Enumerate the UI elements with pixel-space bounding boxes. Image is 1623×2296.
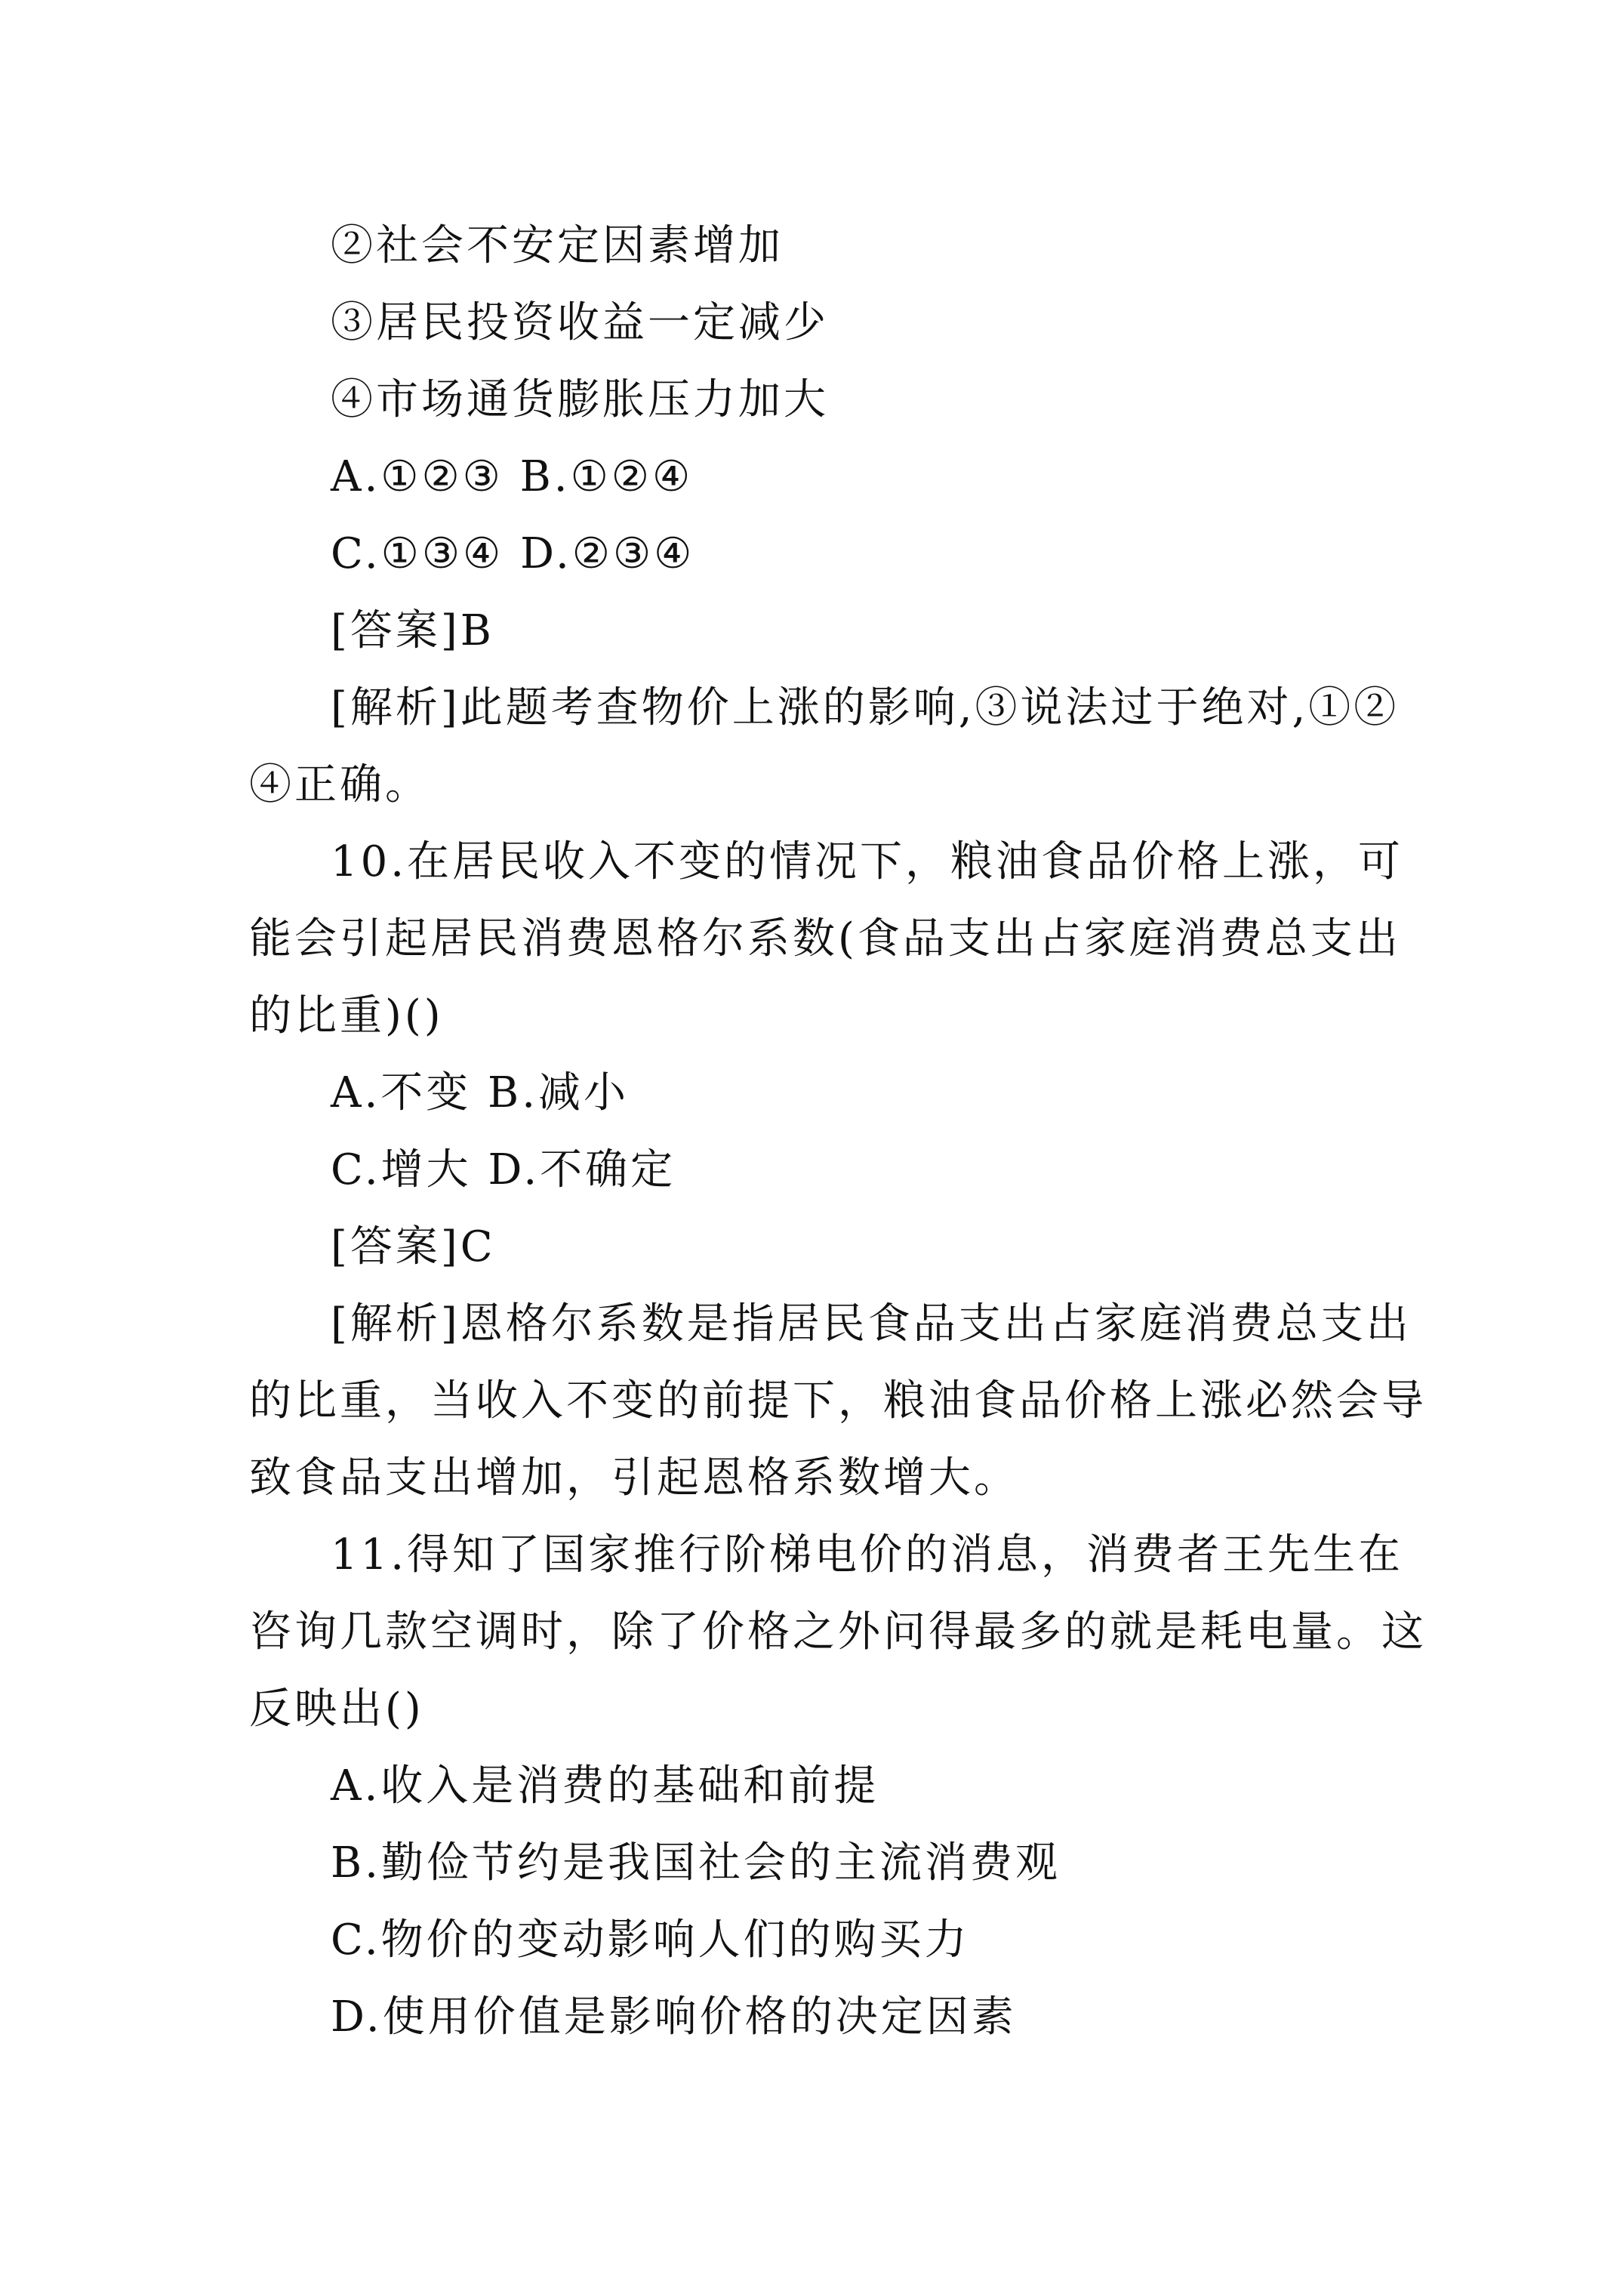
q11-text-line-3: 反映出() <box>249 1684 424 1734</box>
q9-answer: [答案]B <box>331 606 494 655</box>
q10-choices-ab: A.不变 B.减小 <box>331 1068 629 1117</box>
q10-choices-cd: C.增大 D.不确定 <box>331 1145 676 1194</box>
q10-answer: [答案]C <box>331 1222 496 1271</box>
q11-text-line-1: 11.得知了国家推行阶梯电价的消息，消费者王先生在 <box>331 1530 1404 1579</box>
q9-choices-ab: A.①②③ B.①②④ <box>331 452 694 501</box>
option-4-line: ④市场通货膨胀压力加大 <box>331 375 829 424</box>
q9-choices-cd: C.①③④ D.②③④ <box>331 529 695 578</box>
q9-analysis-line-2: ④正确。 <box>249 760 430 809</box>
q10-text-line-2: 能会引起居民消费恩格尔系数(食品支出占家庭消费总支出 <box>249 914 1401 963</box>
q10-analysis-line-2: 的比重，当收入不变的前提下，粮油食品价格上涨必然会导 <box>249 1376 1427 1425</box>
q9-analysis-line-1: [解析]此题考查物价上涨的影响,③说法过于绝对,①② <box>331 683 1400 732</box>
q10-text-line-3: 的比重)() <box>249 991 444 1040</box>
option-2-line: ②社会不安定因素增加 <box>331 221 784 270</box>
q11-choice-b: B.勤俭节约是我国社会的主流消费观 <box>331 1838 1061 1888</box>
q10-analysis-line-1: [解析]恩格尔系数是指居民食品支出占家庭消费总支出 <box>331 1299 1412 1348</box>
q10-analysis-line-3: 致食品支出增加，引起恩格系数增大。 <box>249 1453 1019 1502</box>
option-3-line: ③居民投资收益一定减少 <box>331 298 829 347</box>
q11-choice-a: A.收入是消费的基础和前提 <box>331 1761 879 1811</box>
q11-choice-c: C.物价的变动影响人们的购买力 <box>331 1915 970 1965</box>
q11-text-line-2: 咨询几款空调时，除了价格之外问得最多的就是耗电量。这 <box>249 1607 1427 1657</box>
q10-text-line-1: 10.在居民收入不变的情况下，粮油食品价格上涨，可 <box>331 837 1404 886</box>
q11-choice-d: D.使用价值是影响价格的决定因素 <box>331 1992 1017 2042</box>
